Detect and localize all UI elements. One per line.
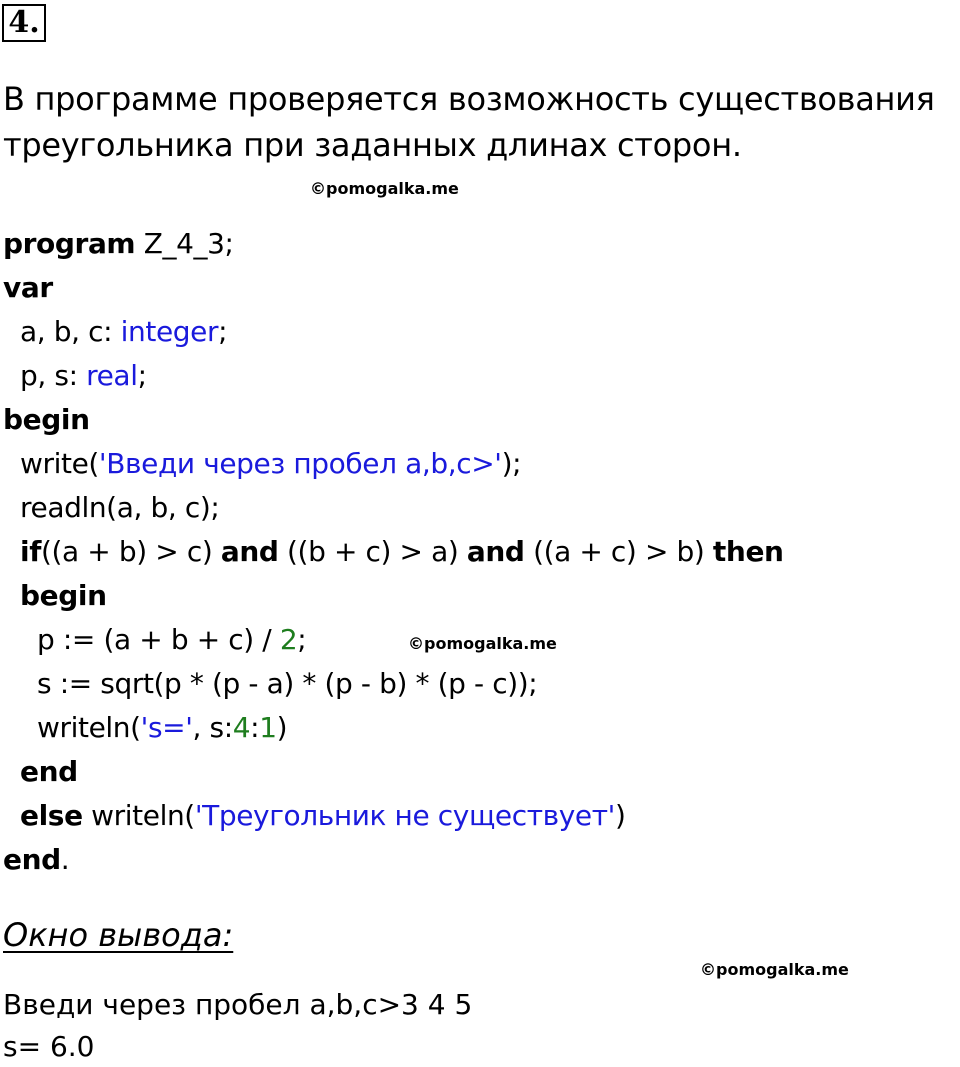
task-description xyxy=(3,76,958,168)
code-line: writeln('s=', s:4:1) xyxy=(3,711,288,744)
code-line: readln(a, b, c); xyxy=(3,491,220,524)
code-line: p, s: real; xyxy=(3,359,147,392)
code-line: var xyxy=(3,271,53,304)
code-line: program Z_4_3; xyxy=(3,227,234,260)
watermark: ©pomogalka.me xyxy=(408,634,557,653)
code-listing xyxy=(3,222,784,882)
code-line: else writeln('Треугольник не существует') xyxy=(20,799,626,832)
code-line: end xyxy=(20,755,78,788)
task-number: 4. xyxy=(2,4,46,42)
code-line: begin xyxy=(3,403,90,436)
watermark: ©pomogalka.me xyxy=(310,179,459,198)
description-line-1: В программе проверяется возможность существования xyxy=(3,80,935,118)
output-title: Окно вывода: xyxy=(3,916,234,954)
code-line: end. xyxy=(3,843,70,876)
description-line-2: треугольника при заданных длинах сторон. xyxy=(3,126,742,164)
code-line: begin xyxy=(20,579,107,612)
watermark: ©pomogalka.me xyxy=(700,960,849,979)
code-line: s := sqrt(p * (p - a) * (p - b) * (p - c)); xyxy=(3,667,538,700)
code-line: if((a + b) > c) and ((b + c) > a) and ((a + c) > b) then xyxy=(20,535,784,568)
output-line-2: s= 6.0 xyxy=(3,1030,95,1063)
code-line: p := (a + b + c) / 2; xyxy=(3,623,307,656)
output-line-1: Введи через пробел a,b,c>3 4 5 xyxy=(3,988,473,1021)
code-line: write('Введи через пробел a,b,c>'); xyxy=(3,447,522,480)
code-line: a, b, c: integer; xyxy=(3,315,228,348)
